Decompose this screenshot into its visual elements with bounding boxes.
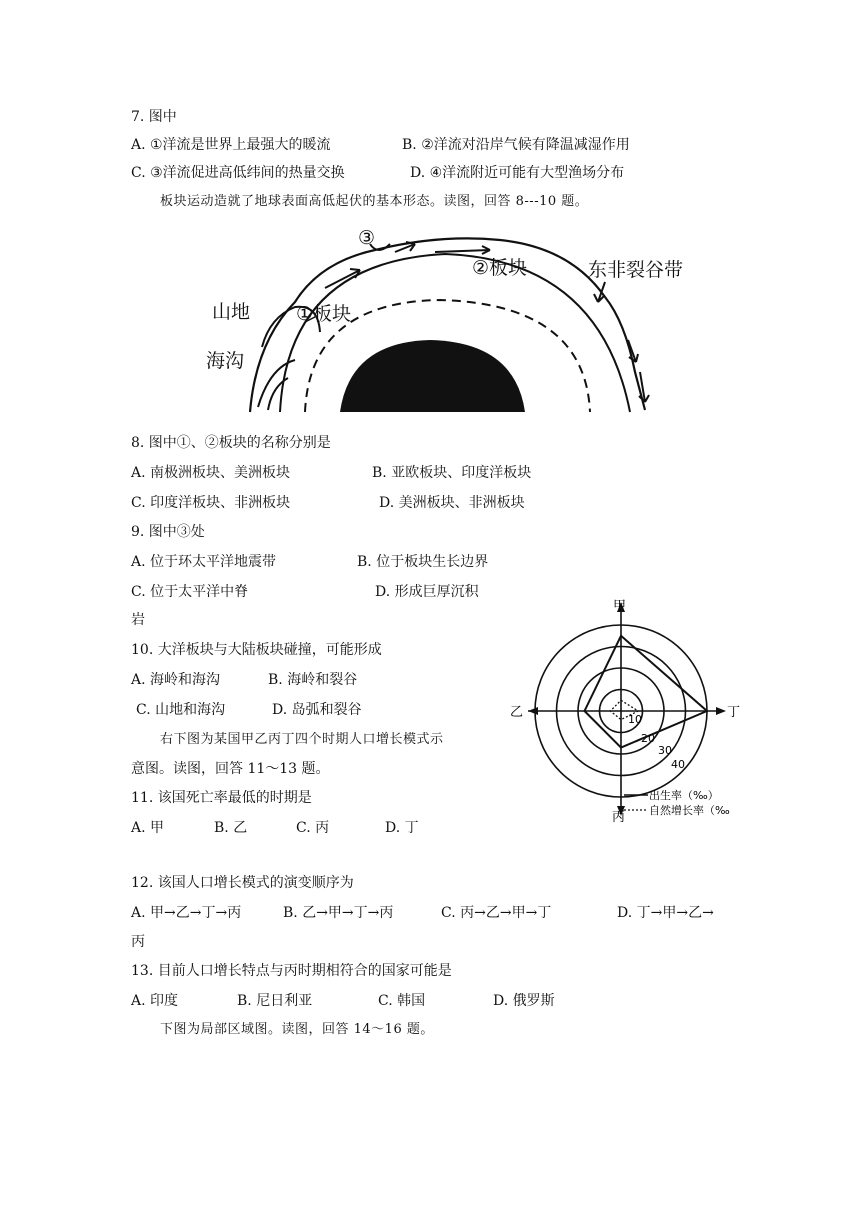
birth-rate-polygon	[585, 636, 708, 748]
q13-stem: 13. 目前人口增长特点与丙时期相符合的国家可能是	[131, 963, 452, 979]
q13-option-a: A. 印度	[131, 993, 179, 1009]
q7-option-d: D. ④洋流附近可能有大型渔场分布	[410, 165, 625, 181]
q11-stem: 11. 该国死亡率最低的时期是	[131, 790, 312, 806]
label-trench: 海沟	[206, 350, 245, 372]
axis-arrow-right	[716, 707, 726, 715]
ring-label-30: 30	[658, 744, 672, 757]
q7-option-c: C. ③洋流促进高低纬间的热量交换	[131, 165, 345, 181]
earth-core	[340, 340, 525, 412]
axis-label-ding: 丁	[727, 705, 741, 720]
q12-option-c: C. 丙→乙→甲→丁	[441, 905, 552, 921]
q10-option-a: A. 海岭和海沟	[131, 672, 221, 688]
q9-option-a: A. 位于环太平洋地震带	[131, 554, 277, 570]
q8-option-a: A. 南极洲板块、美洲板块	[131, 465, 291, 481]
q10-option-b: B. 海岭和裂谷	[268, 672, 358, 688]
q7-stem: 7. 图中	[131, 109, 177, 125]
population-radar-figure	[506, 596, 762, 828]
ring-label-10: 10	[628, 713, 642, 726]
intro-8-10: 板块运动造就了地球表面高低起伏的基本形态。读图，回答 8---10 题。	[160, 194, 589, 209]
q12-stem: 12. 该国人口增长模式的演变顺序为	[131, 875, 354, 891]
q11-option-b: B. 乙	[214, 820, 248, 836]
q13-option-b: B. 尼日利亚	[237, 993, 313, 1009]
q8-option-d: D. 美洲板块、非洲板块	[379, 495, 525, 511]
q12-option-a: A. 甲→乙→丁→丙	[131, 905, 242, 921]
ring-label-20: 20	[641, 732, 655, 745]
q9-option-d: D. 形成巨厚沉积	[375, 584, 479, 600]
q12-option-d-wrap: 丙	[131, 934, 145, 950]
trench-arrow	[258, 360, 295, 407]
q12-option-d: D. 丁→甲→乙→	[617, 905, 714, 921]
q10-option-d: D. 岛弧和裂谷	[272, 702, 362, 718]
q9-option-d-wrap: 岩	[131, 612, 145, 628]
q11-option-d: D. 丁	[385, 820, 419, 836]
axis-label-jia: 甲	[613, 599, 627, 614]
q9-option-c: C. 位于太平洋中脊	[131, 584, 249, 600]
q7-option-b: B. ②洋流对沿岸气候有降温减湿作用	[402, 137, 630, 153]
q8-option-b: B. 亚欧板块、印度洋板块	[372, 465, 532, 481]
legend-birth: 出生率（‰）	[649, 789, 719, 802]
q13-option-c: C. 韩国	[378, 993, 426, 1009]
legend-natural: 自然增长率（‰	[649, 804, 730, 817]
q10-option-c: C. 山地和海沟	[136, 702, 226, 718]
q8-stem: 8. 图中①、②板块的名称分别是	[131, 435, 331, 451]
label-rift: 东非裂谷带	[588, 259, 684, 281]
axis-label-bing: 丙	[612, 810, 626, 825]
intro-14-16: 下图为局部区域图。读图，回答 14～16 题。	[160, 1022, 434, 1037]
q9-stem: 9. 图中③处	[131, 524, 205, 540]
axis-arrow-left	[528, 707, 538, 715]
intro-11-13-line1: 右下图为某国甲乙丙丁四个时期人口增长模式示	[160, 732, 444, 747]
label-plate-2: ②板块	[472, 257, 528, 279]
axis-label-yi: 乙	[510, 705, 524, 720]
q10-stem: 10. 大洋板块与大陆板块碰撞，可能形成	[131, 642, 382, 658]
label-plate-1: ①板块	[296, 303, 352, 325]
q13-option-d: D. 俄罗斯	[493, 993, 555, 1009]
q11-option-c: C. 丙	[296, 820, 330, 836]
q12-option-b: B. 乙→甲→丁→丙	[283, 905, 394, 921]
label-3: ③	[358, 227, 376, 249]
ring-label-40: 40	[671, 758, 685, 771]
q7-option-a: A. ①洋流是世界上最强大的暖流	[131, 137, 331, 153]
q11-option-a: A. 甲	[131, 820, 165, 836]
q8-option-c: C. 印度洋板块、非洲板块	[131, 495, 291, 511]
q9-option-b: B. 位于板块生长边界	[357, 554, 489, 570]
intro-11-13-line2: 意图。读图，回答 11～13 题。	[131, 761, 330, 777]
plate-tectonics-figure	[200, 222, 684, 414]
label-mountain: 山地	[212, 301, 251, 323]
